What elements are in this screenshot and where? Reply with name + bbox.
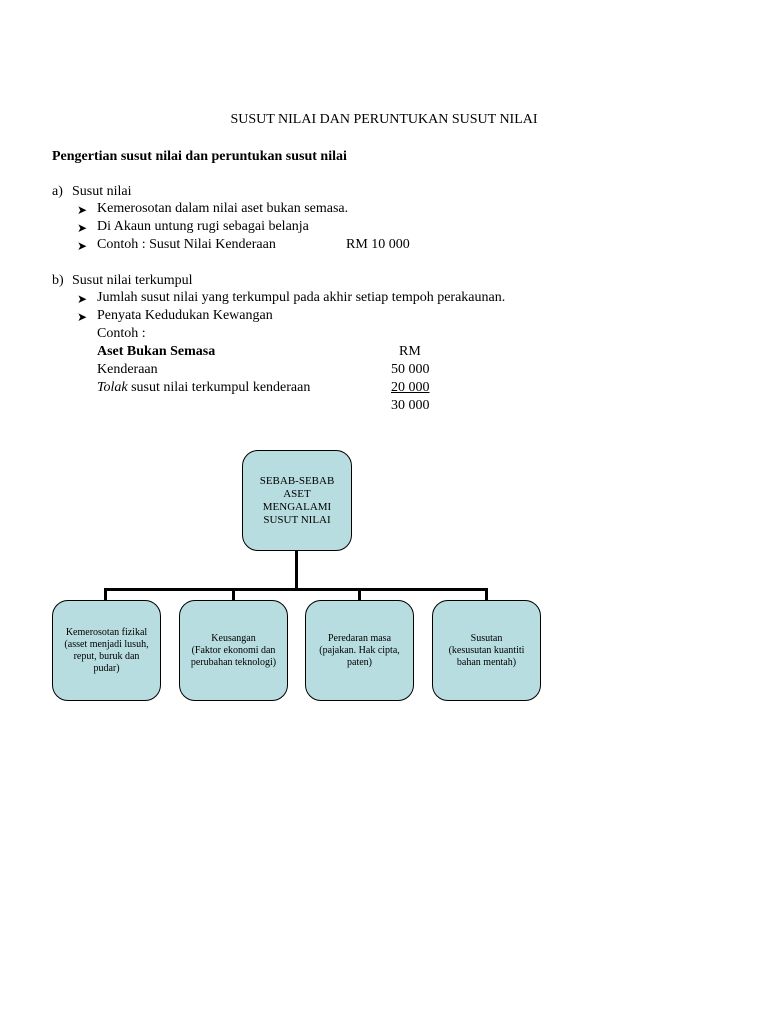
diagram-box-line: reput, buruk dan xyxy=(73,650,140,662)
list-item: Di Akaun untung rugi sebagai belanja xyxy=(97,219,309,234)
arrow-bullet-icon: ➤ xyxy=(77,310,88,324)
diagram-root-line: ASET xyxy=(283,487,311,500)
diagram-box-physical xyxy=(52,600,161,701)
table-row-label-rest: susut nilai terkumpul kenderaan xyxy=(127,380,311,395)
table-row-value: 50 000 xyxy=(391,362,430,377)
table-row-label xyxy=(97,380,310,396)
diagram-box-line: Keusangan xyxy=(211,632,256,644)
section-b-label: b) xyxy=(52,273,64,288)
example-amount: RM 10 000 xyxy=(346,237,410,252)
diagram-box-depletion xyxy=(432,600,541,701)
diagram-root-box xyxy=(242,450,352,551)
table-row-value: 20 000 xyxy=(391,380,430,395)
diagram-root-text xyxy=(260,475,335,527)
arrow-bullet-icon: ➤ xyxy=(77,292,88,306)
table-row-label: Kenderaan xyxy=(97,362,158,377)
diagram-root-line: SUSUT NILAI xyxy=(263,513,331,526)
arrow-bullet-icon: ➤ xyxy=(77,221,88,235)
section-a-title: Susut nilai xyxy=(72,184,132,199)
diagram-box-line: (asset menjadi lusuh, xyxy=(64,638,149,650)
diagram-box-line: pudar) xyxy=(93,662,120,674)
diagram-box-line: paten) xyxy=(347,656,372,668)
list-item: Contoh : Susut Nilai Kenderaan xyxy=(97,237,276,252)
diagram-box-line: Peredaran masa xyxy=(327,632,392,644)
connector-vertical xyxy=(295,551,298,590)
connector-horizontal xyxy=(104,588,488,591)
table-total: 30 000 xyxy=(391,398,430,413)
list-item: Penyata Kedudukan Kewangan xyxy=(97,308,273,323)
arrow-bullet-icon: ➤ xyxy=(77,239,88,253)
page-title: SUSUT NILAI DAN PERUNTUKAN SUSUT NILAI xyxy=(230,112,538,127)
section-b-title: Susut nilai terkumpul xyxy=(72,273,193,288)
diagram-box-text xyxy=(319,633,400,669)
section-a-label: a) xyxy=(52,184,63,199)
example-label: Contoh : xyxy=(97,326,146,341)
list-item: Jumlah susut nilai yang terkumpul pada akhir setiap tempoh perakaunan. xyxy=(97,290,506,305)
currency-header: RM xyxy=(399,344,421,359)
arrow-bullet-icon: ➤ xyxy=(77,203,88,217)
diagram-box-line: (pajakan. Hak cipta, xyxy=(319,644,400,656)
diagram-box-line: Kemerosotan fizikal xyxy=(65,626,148,638)
diagram-root-line: SEBAB-SEBAB xyxy=(259,474,335,487)
diagram-box-obsolescence xyxy=(179,600,288,701)
diagram-box-time xyxy=(305,600,414,701)
diagram-box-line: (Faktor ekonomi dan xyxy=(191,644,276,656)
diagram-box-line: (kesusutan kuantiti xyxy=(448,644,525,656)
list-item: Kemerosotan dalam nilai aset bukan semasa. xyxy=(97,201,349,216)
section-heading: Pengertian susut nilai dan peruntukan susut nilai xyxy=(52,149,347,164)
diagram-root-line: MENGALAMI xyxy=(262,500,332,513)
diagram-box-line: bahan mentah) xyxy=(456,656,517,668)
tolak-word: Tolak xyxy=(97,380,128,395)
diagram-box-text xyxy=(191,633,276,669)
diagram-box-line: Susutan xyxy=(470,632,503,644)
diagram-box-text xyxy=(449,633,525,669)
diagram-box-text xyxy=(64,627,148,675)
diagram-box-line: perubahan teknologi) xyxy=(190,656,277,668)
table-heading: Aset Bukan Semasa xyxy=(97,344,216,359)
